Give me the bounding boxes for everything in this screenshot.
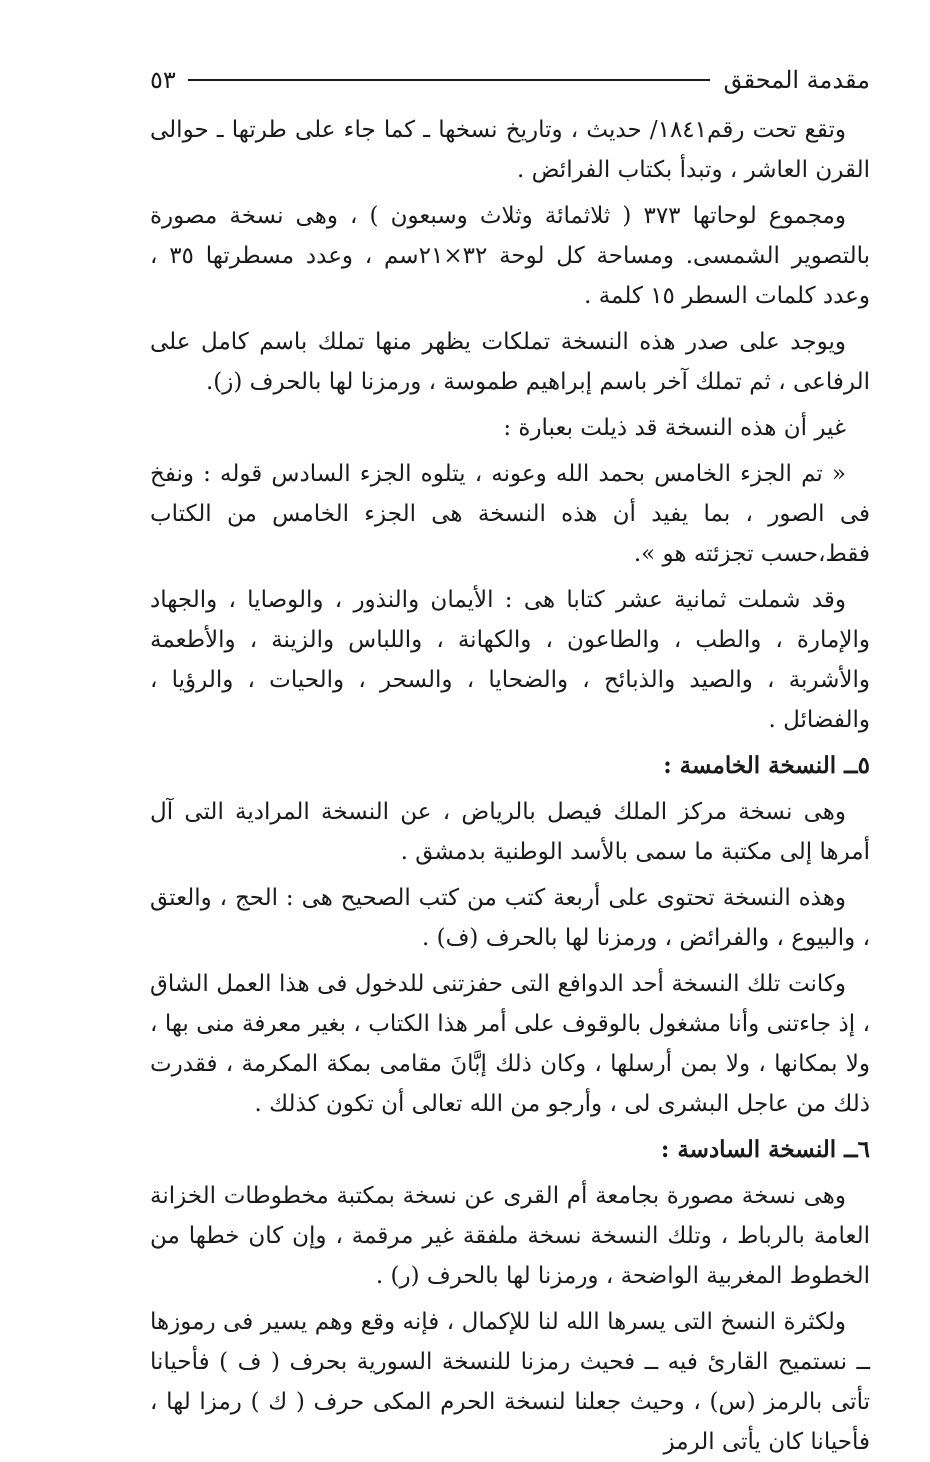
- section-heading: ٦ــ النسخة السادسة :: [660, 1136, 870, 1163]
- page-number: ٥٣: [150, 66, 176, 94]
- book-page: [150, 60, 870, 1455]
- paragraph: ويوجد على صدر هذه النسخة تملكات يظهر منها تملك باسم كامل على الرفاعى ، ثم تملك آخر باسم إبراهيم طموسة ، ورمزنا لها بالحرف (ز).: [150, 329, 870, 395]
- running-head-rule: [188, 79, 710, 81]
- paragraph: وهذه النسخة تحتوى على أربعة كتب من كتب الصحيح هى : الحج ، والعتق ، والبيوع ، والفرائض ، ورمزنا لها بالحرف (ف) .: [150, 885, 870, 951]
- paragraph: وهى نسخة مركز الملك فيصل بالرياض ، عن النسخة المرادية التى آل أمرها إلى مكتبة ما سمى بالأسد الوطنية بدمشق .: [150, 799, 870, 865]
- paragraph: « تم الجزء الخامس بحمد الله وعونه ، يتلوه الجزء السادس قوله : ونفخ فى الصور ، بما يفيد أن هذه النسخة هى الجزء الخامس من الكتاب فقط،حسب تجزئته هو ».: [150, 461, 870, 567]
- running-head-title: مقدمة المحقق: [723, 66, 870, 94]
- section-heading: ٥ــ النسخة الخامسة :: [663, 752, 870, 779]
- page-body: [150, 110, 870, 1462]
- paragraph: وقد شملت ثمانية عشر كتابا هى : الأيمان والنذور ، والوصايا ، والجهاد والإمارة ، والطب ، والطاعون ، والكهانة ، واللباس والزينة ، والأطعمة والأشربة ، والصيد والذبائح ، والضحايا ، والسحر ، والحيات ، والرؤيا ، والفضائل .: [150, 587, 870, 733]
- paragraph: وكانت تلك النسخة أحد الدوافع التى حفزتنى للدخول فى هذا العمل الشاق ، إذ جاءتنى وأنا مشغول بالوقوف على أمر هذا الكتاب ، بغير معرفة منى بها ، ولا بمكانها ، ولا بمن أرسلها ، وكان ذلك إبَّانَ مقامى بمكة المكرمة ، فقدرت ذلك من عاجل البشرى لى ، وأرجو من الله تعالى أن تكون كذلك .: [150, 971, 870, 1117]
- paragraph: وهى نسخة مصورة بجامعة أم القرى عن نسخة بمكتبة مخطوطات الخزانة العامة بالرباط ، وتلك النسخة نسخة ملفقة غير مرقمة ، وإن كان خطها من الخطوط المغربية الواضحة ، ورمزنا لها بالحرف (ر) .: [150, 1183, 870, 1289]
- paragraph: غير أن هذه النسخة قد ذيلت بعبارة :: [503, 415, 846, 441]
- paragraph: وتقع تحت رقم١٨٤١/ حديث ، وتاريخ نسخها ـ كما جاء على طرتها ـ حوالى القرن العاشر ، وتبدأ بكتاب الفرائض .: [150, 117, 870, 183]
- running-head: [150, 60, 870, 100]
- paragraph: ولكثرة النسخ التى يسرها الله لنا للإكمال ، فإنه وقع وهم يسير فى رموزها ــ نستميح القارئ فيه ــ فحيث رمزنا للنسخة السورية بحرف ( ف ) فأحيانا تأتى بالرمز (س) ، وحيث جعلنا لنسخة الحرم المكى حرف ( ك ) رمزا لها ، فأحيانا كان يأتى الرمز: [150, 1309, 870, 1455]
- paragraph: ومجموع لوحاتها ٣٧٣ ( ثلاثمائة وثلاث وسبعون ) ، وهى نسخة مصورة بالتصوير الشمسى. ومساحة كل لوحة ٣٢×٢١سم ، وعدد مسطرتها ٣٥ ، وعدد كلمات السطر ١٥ كلمة .: [150, 203, 870, 309]
